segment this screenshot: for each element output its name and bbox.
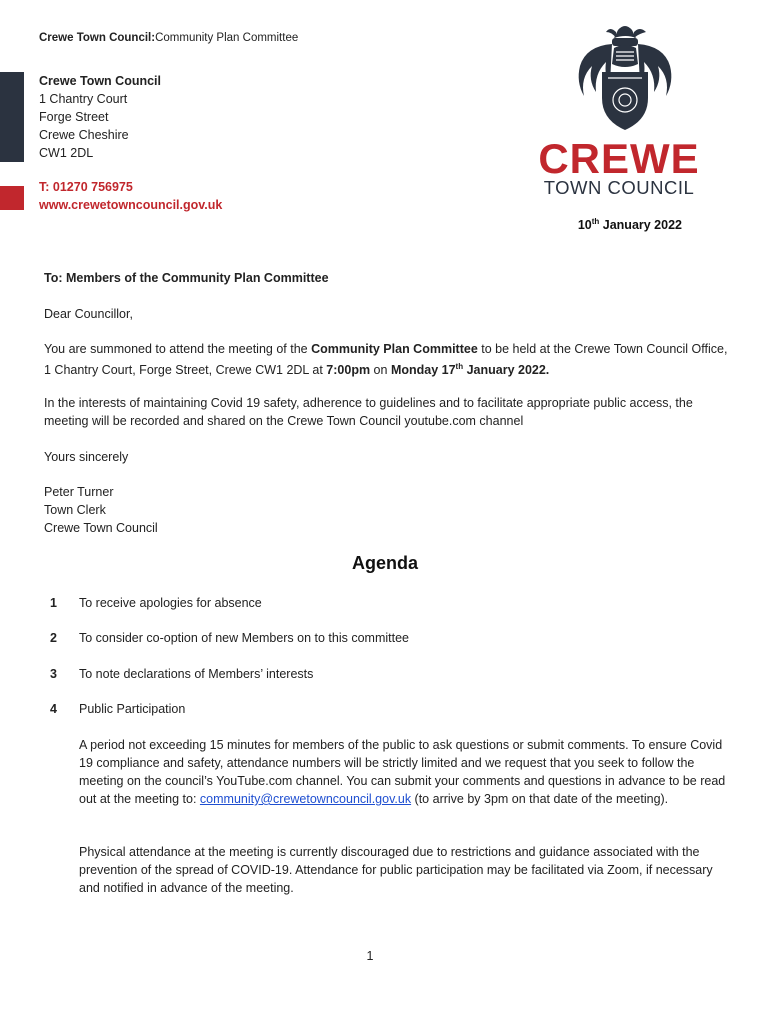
signatory-name: Peter Turner <box>44 485 114 499</box>
agenda-item-number: 2 <box>50 631 57 645</box>
addressee-line: To: Members of the Community Plan Committee <box>44 271 329 285</box>
public-participation-paragraph: A period not exceeding 15 minutes for members of the public to ask questions or submit comments. To ensure Covid 19 compliance and safety, attendance numbers will be strictly limited and we request that you seek to follow the meeting on the council’s YouTube.com channel. You can submit your comments and questions in advance to be read out at the meeting to: community@crewetowncouncil.gov.uk (to arrive by 3pm on that date of the meeting). <box>79 738 726 806</box>
address-line: Crewe Cheshire <box>39 128 129 142</box>
community-email-link[interactable]: community@crewetowncouncil.gov.uk <box>199 792 412 806</box>
signatory-org: Crewe Town Council <box>44 521 158 535</box>
summons-paragraph: You are summoned to attend the meeting of the Community Plan Committee to be held at the Crewe Town Council Office, 1 Chantry Court, Forge Street, Crewe CW1 2DL at 7:00pm on Monday 17th January 2022. <box>44 342 728 378</box>
agenda-item-number: 1 <box>50 596 57 610</box>
header-org: Crewe Town Council: <box>39 32 156 44</box>
address-block <box>39 72 161 162</box>
contact-block <box>39 178 222 214</box>
physical-attendance-paragraph: Physical attendance at the meeting is currently discouraged due to restrictions and guidance associated with the prevention of the spread of COVID-19. Attendance for public participation may be facilitated via Zoom, if necessary and notified in advance of the meeting. <box>79 845 713 895</box>
agenda-item-number: 4 <box>50 702 57 716</box>
website-link[interactable]: www.crewetowncouncil.gov.uk <box>39 198 223 212</box>
coat-of-arms-icon <box>566 22 684 138</box>
signatory-role: Town Clerk <box>44 503 106 517</box>
agenda-item-text: To consider co-option of new Members on to this committee <box>79 631 410 645</box>
closing: Yours sincerely <box>44 450 129 464</box>
address-line: Forge Street <box>39 110 109 124</box>
phone-number: T: 01270 756975 <box>39 180 133 194</box>
agenda-item-number: 3 <box>50 667 57 681</box>
salutation: Dear Councillor, <box>44 307 133 321</box>
header-committee: Community Plan Committee <box>155 32 299 44</box>
address-name: Crewe Town Council <box>39 74 161 88</box>
side-bar-navy <box>0 72 24 162</box>
covid-paragraph: In the interests of maintaining Covid 19 safety, adherence to guidelines and to facilitate appropriate public access, the meeting will be recorded and shared on the Crewe Town Council youtube.com channel <box>44 396 693 428</box>
agenda-title: Agenda <box>351 553 418 573</box>
logo-town-council: TOWN COUNCIL <box>543 177 695 198</box>
agenda-item-text: To note declarations of Members’ interests <box>79 667 314 681</box>
page-number: 1 <box>366 949 374 963</box>
running-header <box>39 32 298 44</box>
logo-crewe: CREWE <box>538 135 700 182</box>
address-line: CW1 2DL <box>39 146 94 160</box>
signature-block <box>44 483 734 537</box>
side-bar-red <box>0 186 24 210</box>
agenda-item-text: Public Participation <box>79 702 186 716</box>
agenda-item-text: To receive apologies for absence <box>79 596 262 610</box>
address-line: 1 Chantry Court <box>39 92 128 106</box>
letter-date: 10th January 2022 <box>577 217 682 233</box>
